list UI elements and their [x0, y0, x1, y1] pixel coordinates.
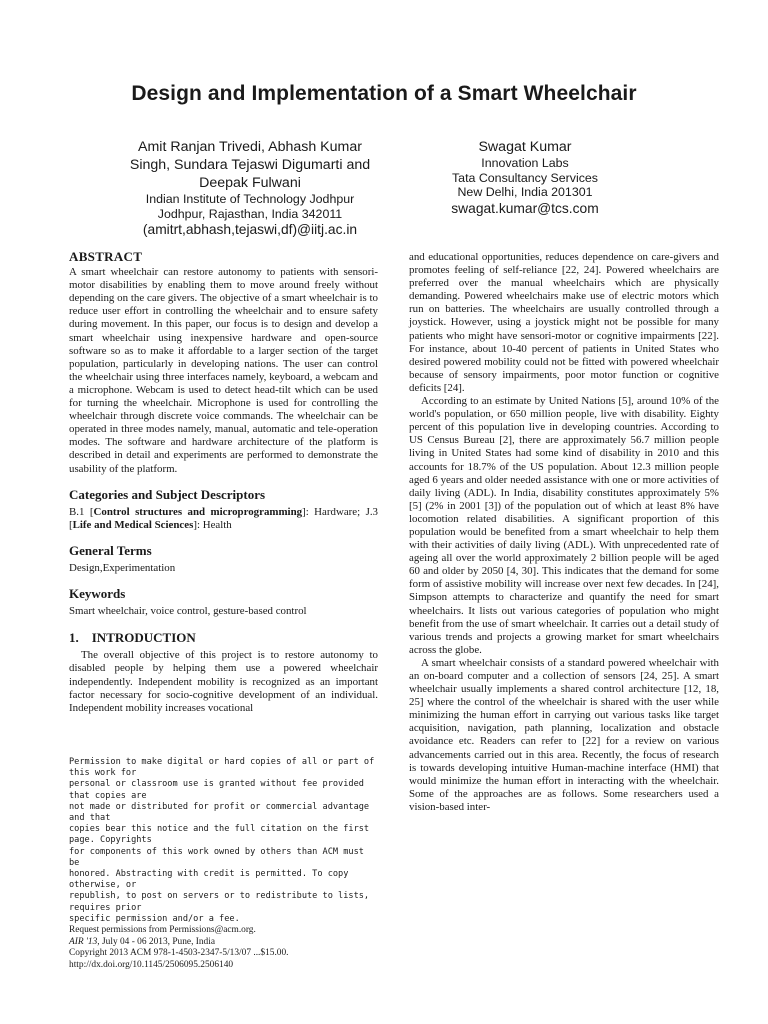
- general-terms-text: Design,Experimentation: [69, 561, 176, 574]
- permission-notice: [69, 757, 378, 971]
- keywords-heading: Keywords: [69, 586, 126, 602]
- permission-line: Permission to make digital or hard copies of all or part of this work for: [69, 757, 375, 779]
- author-block-left: [100, 138, 400, 238]
- copyright-line: Copyright 2013 ACM 978-1-4503-2347-5/13/07 ...$15.00.: [69, 948, 289, 959]
- author-names-line-1: Amit Ranjan Trivedi, Abhash Kumar: [138, 139, 362, 155]
- introduction-text: The overall objective of this project is to restore autonomy to disabled people by helping them use a powered wheelchair independently. Independent mobility is recognized as an important factor necessary for socio-cognitive development of an individual. Independent mobility increases vocational: [69, 649, 378, 714]
- abstract-text: A smart wheelchair can restore autonomy to patients with sensori-motor disabilities by enabling them to move around freely without depending on the care givers. The objective of a smart wheelchair is to reduce user effort in controlling the wheelchair and to ensure safety during movement. In this paper, our focus is to design and develop a smart wheelchair using inexpensive hardware and open-source software so as to make it affordable to a larger section of the target population, particularly in developing nations. The user can control the wheelchair using three interfaces namely, keyboard, a webcam and a microphone. Webcam is used to detect head-tilt which can be used for turning the wheelchair. Microphone is used for controlling the wheelchair through discrete voice commands. The wheelchair can be operated in three modes namely, manual, automatic and tele-operation modes. The software and hardware architecture of the platform is described in detail and experiments are performed to demonstrate the usability of the platform.: [69, 266, 378, 475]
- categories-text: B.1 [Control structures and microprogramming]: Hardware; J.3 [Life and Medical Sciences]: Health: [69, 505, 379, 531]
- author-affiliation-line-3: New Delhi, India 201301: [457, 185, 593, 199]
- body-paragraph: According to an estimate by United Nations [5], around 10% of the world's population, or 650 million people, live with disability. Eighty percent of this population live in developing countries. According to US Census Bureau [2], there are approximately 56.7 million people living in United States had some kind of disability in 2010 and this accounts for 18.7% of the US population. About 12.3 million people aged 6 years and older needed assistance with one or more activities of daily living (ADL). In India, disability constitutes approximately 5% [5] (2% in 2001 [3]) of the population out of which at least 8% have locomotion related disabilities. A significant proportion of this population would be benefited from a smart wheelchair to help them with their activities of daily living (ADL). With unprecedented rate of ageing all over the world approximately 2 billion people will be aged 60 and older by 2050 [4, 30]. This indicates that the demand for some form of assistive mobility will increase over next few decades. In [24], Simpson attempts to characterize and quantify the need for smart wheelchairs. It lists out various categories of population who might benefit from the use of smart wheelchair. It carries out a detail study of various trends and projects a growing market for smart wheelchairs across the globe.: [409, 395, 719, 656]
- author-block-right: [400, 138, 650, 217]
- author-names-line-2: Singh, Sundara Tejaswi Digumarti and: [129, 157, 371, 173]
- permission-request: Request permissions from Permissions@acm.org.: [69, 925, 256, 936]
- permission-line: specific permission and/or a fee.: [69, 913, 240, 924]
- paper-title: Design and Implementation of a Smart Wheelchair: [131, 82, 637, 105]
- categories-heading: Categories and Subject Descriptors: [69, 486, 266, 502]
- abstract-heading: ABSTRACT: [69, 249, 143, 264]
- conference-venue: AIR '13, July 04 - 06 2013, Pune, India: [69, 936, 216, 947]
- doi-link[interactable]: http://dx.doi.org/10.1145/2506095.2506140: [69, 959, 234, 970]
- permission-line: republish, to post on servers or to redistribute to lists, requires prior: [69, 891, 370, 913]
- introduction-heading: 1. INTRODUCTION: [69, 630, 196, 646]
- author-name: Swagat Kumar: [478, 139, 572, 155]
- left-column: [69, 250, 378, 715]
- author-email: (amitrt,abhash,tejaswi,df)@iitj.ac.in: [142, 222, 358, 237]
- body-paragraph: and educational opportunities, reduces dependence on care-givers and promotes feeling of self-reliance [22, 24]. Powered wheelchairs are preferred over the manual wheelchairs which are physically demanding. Powered wheelchairs make use of electric motors which run on batteries. The wheelchairs are usually controlled through a joystick. However, using a joystick might not be possible for many patients who might have sensori-motor or cognitive impairments [22]. For instance, about 10-40 percent of patients in United States who desired powered mobility could not be fitted with powered wheelchair because of sensory impairments, poor motor function or cognitive deficits [24].: [409, 251, 719, 394]
- author-names-line-3: Deepak Fulwani: [199, 175, 301, 191]
- author-affiliation-line-1: Indian Institute of Technology Jodhpur: [145, 192, 355, 206]
- permission-line: honored. Abstracting with credit is permitted. To copy otherwise, or: [69, 869, 349, 891]
- general-terms-heading: General Terms: [69, 542, 152, 558]
- author-affiliation-line-2: Jodhpur, Rajasthan, India 342011: [157, 206, 343, 221]
- permission-line: for components of this work owned by others than ACM must be: [69, 846, 364, 868]
- permission-line: copies bear this notice and the full citation on the first page. Copyrights: [69, 824, 370, 846]
- body-paragraph: A smart wheelchair consists of a standard powered wheelchair with an on-board computer and a collection of sensors [24, 25]. A smart wheelchair usually implements a shared control architecture [12, 18, 25] where the control of the wheelchair is shared with the user while minimizing the human effort in carrying out various tasks like target acquisition, navigation, path planning, localization and obstacle avoidance etc. Readers can refer to [22] for a review on various advancements carried out in this area. Recently, the focus of research is towards developing intuitive Human-machine interface (HMI) that would minimize the human effort in interacting with the wheelchair. Some of the approaches are as follows. Some researchers used a vision-based inter-: [409, 656, 719, 813]
- author-affiliation-line-2: Tata Consultancy Services: [451, 170, 598, 185]
- right-column: [409, 251, 719, 814]
- permission-line: not made or distributed for profit or commercial advantage and that: [69, 801, 370, 824]
- author-email: swagat.kumar@tcs.com: [451, 200, 599, 216]
- keywords-text: Smart wheelchair, voice control, gesture-based control: [69, 605, 307, 618]
- author-affiliation-line-1: Innovation Labs: [481, 156, 569, 170]
- permission-line: personal or classroom use is granted without fee provided that copies are: [69, 779, 364, 801]
